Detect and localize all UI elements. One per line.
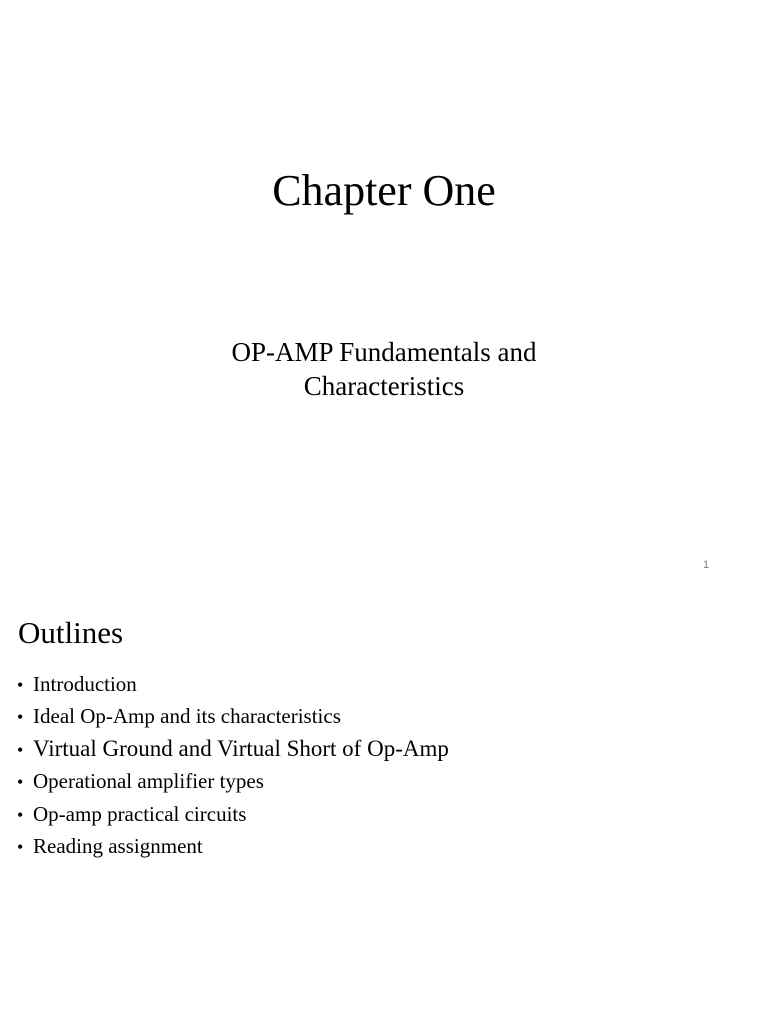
bullet-icon: •	[17, 836, 24, 857]
subtitle-line-2: Characteristics	[303, 371, 465, 401]
outline-heading: Outlines	[18, 615, 124, 650]
list-item	[17, 800, 449, 832]
subtitle-line-1: OP-AMP Fundamentals and	[231, 337, 537, 367]
list-item-text: Operational amplifier types	[33, 769, 264, 794]
page-number: 1	[702, 559, 710, 571]
list-item	[17, 767, 449, 799]
list-item-text: Reading assignment	[33, 833, 203, 858]
chapter-subtitle	[0, 335, 768, 403]
chapter-title: Chapter One	[272, 166, 496, 215]
list-item-text: Op-amp practical circuits	[33, 801, 247, 826]
bullet-icon: •	[17, 675, 24, 695]
list-item-text: Ideal Op-Amp and its characteristics	[33, 704, 341, 729]
list-item-text: Introduction	[33, 672, 137, 696]
bullet-icon: •	[17, 739, 24, 760]
list-item	[17, 670, 449, 702]
bullet-icon: •	[17, 804, 24, 825]
outline-slide	[0, 590, 768, 1024]
bullet-icon: •	[17, 707, 24, 728]
list-item	[17, 702, 449, 734]
list-item	[17, 735, 449, 767]
list-item	[17, 832, 449, 864]
bullet-icon: •	[17, 772, 24, 793]
outline-list	[17, 670, 449, 864]
list-item-text: Virtual Ground and Virtual Short of Op-Amp	[33, 735, 449, 761]
